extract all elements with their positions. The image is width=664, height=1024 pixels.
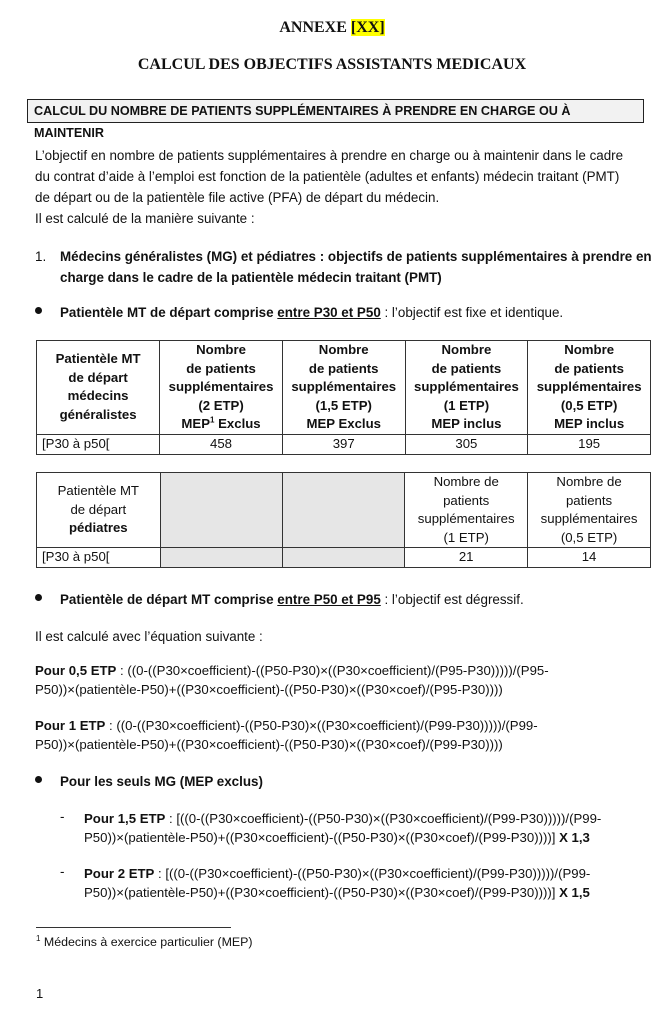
- value-cell: 14: [528, 548, 651, 568]
- equation-05-etp: Pour 0,5 ETP : ((0-((P30×coefficient)-((P50-P30)×((P30×coefficient)/(P95-P30)))))/(P95- P50))×(patientèle-P50)+((P30×coefficient)-((P50-P30)×((P30×coef)/(P95-P30)))): [35, 663, 549, 697]
- footnote: $^1$ Médecins à exercice particulier (MEP): [36, 933, 253, 949]
- page-number: 1: [36, 986, 44, 1001]
- bullet-mg-only: Pour les seuls MG (MEP exclus): [60, 774, 263, 789]
- bullet-p50-p95: Patientèle de départ MT comprise entre P50 et P95 : l’objectif est dégressif.: [60, 592, 524, 607]
- table-header-row: [37, 473, 651, 548]
- section-title-box: CALCUL DU NOMBRE DE PATIENTS SUPPLÉMENTAIRES À PRENDRE EN CHARGE OU À MAINTENIR: [27, 99, 644, 123]
- bullet-icon: [35, 307, 44, 316]
- header-cell-05etp: Nombre de patients supplémentaires (0,5 ETP): [528, 473, 651, 548]
- table-header-row: [37, 341, 651, 435]
- header-cell-2etp: Nombre de patients supplémentaires (2 ETP) MEP$^1$ Exclus: [160, 341, 283, 435]
- header-cell-1etp: Nombre de patients supplémentaires (1 ETP) MEP inclus: [405, 341, 528, 435]
- footnote-separator: [36, 927, 231, 928]
- table-row: [37, 434, 651, 454]
- table-mg-objectives: [36, 340, 651, 455]
- bullet-icon: [35, 776, 44, 785]
- point-1-heading: 1. Médecins généralistes (MG) et pédiatres : objectifs de patients supplémentaires à prendre en charge dans le cadre de la patientèle médecin traitant (PMT): [35, 249, 652, 285]
- header-cell-05etp: Nombre de patients supplémentaires (0,5 ETP) MEP inclus: [528, 341, 651, 435]
- dash-marker: -: [60, 809, 65, 824]
- header-cell-patientele: Patientèle MT de départ pédiatres: [37, 473, 161, 548]
- annexe-tag-highlight: [XX]: [350, 19, 385, 36]
- table-row: [37, 548, 651, 568]
- value-cell: 397: [282, 434, 405, 454]
- page-title: CALCUL DES OBJECTIFS ASSISTANTS MEDICAUX: [137, 56, 527, 73]
- bullet-icon: [35, 594, 44, 603]
- equation-1-etp: Pour 1 ETP : ((0-((P30×coefficient)-((P50-P30)×((P30×coefficient)/(P99-P30)))))/(P99- P50))×(patientèle-P50)+((P30×coefficient)-((P50-P30)×((P30×coef)/(P99-P30)))): [35, 718, 538, 752]
- value-cell: 305: [405, 434, 528, 454]
- table-pediatres-objectives: [36, 472, 651, 568]
- empty-grey-cell: [282, 473, 404, 548]
- equation-15-etp: Pour 1,5 ETP : [((0-((P30×coefficient)-((P50-P30)×((P30×coefficient)/(P99-P30)))))/(P99- P50))×(patientèle-P50)+((P30×coefficient)-((P50-P30)×((P30×coef)/(P99-P30))))] X 1,3: [84, 811, 602, 845]
- value-cell: 458: [160, 434, 283, 454]
- empty-grey-cell: [160, 473, 282, 548]
- value-cell: 195: [528, 434, 651, 454]
- footnote-ref: 1: [210, 415, 215, 425]
- empty-grey-cell: [160, 548, 282, 568]
- header-cell-1etp: Nombre de patients supplémentaires (1 ETP): [405, 473, 528, 548]
- header-cell-15etp: Nombre de patients supplémentaires (1,5 ETP) MEP Exclus: [282, 341, 405, 435]
- value-cell: 21: [405, 548, 528, 568]
- row-label: [P30 à p50[: [37, 434, 160, 454]
- equation-intro: Il est calculé avec l’équation suivante :: [35, 629, 263, 644]
- bullet-p30-p50: Patientèle MT de départ comprise entre P30 et P50 : l’objectif est fixe et identique.: [60, 305, 564, 320]
- annexe-heading: ANNEXE [XX]: [279, 19, 385, 36]
- row-label: [P30 à p50[: [37, 548, 161, 568]
- empty-grey-cell: [282, 548, 404, 568]
- equation-2-etp: Pour 2 ETP : [((0-((P30×coefficient)-((P50-P30)×((P30×coefficient)/(P99-P30)))))/(P99- P50))×(patientèle-P50)+((P30×coefficient)-((P50-P30)×((P30×coef)/(P99-P30))))] X 1,5: [84, 866, 591, 900]
- dash-marker: -: [60, 864, 65, 879]
- intro-paragraph: L’objectif en nombre de patients supplémentaires à prendre en charge ou à maintenir dans le cadre du contrat d’aide à l’emploi est fonction de la patientèle (adultes et enfants) médecin traitant (PMT) de départ ou de la patientèle file active (PFA) de départ du médecin. Il est calculé de la manière suivante :: [35, 148, 624, 226]
- header-cell-patientele: Patientèle MT de départ médecins généralistes: [37, 341, 160, 435]
